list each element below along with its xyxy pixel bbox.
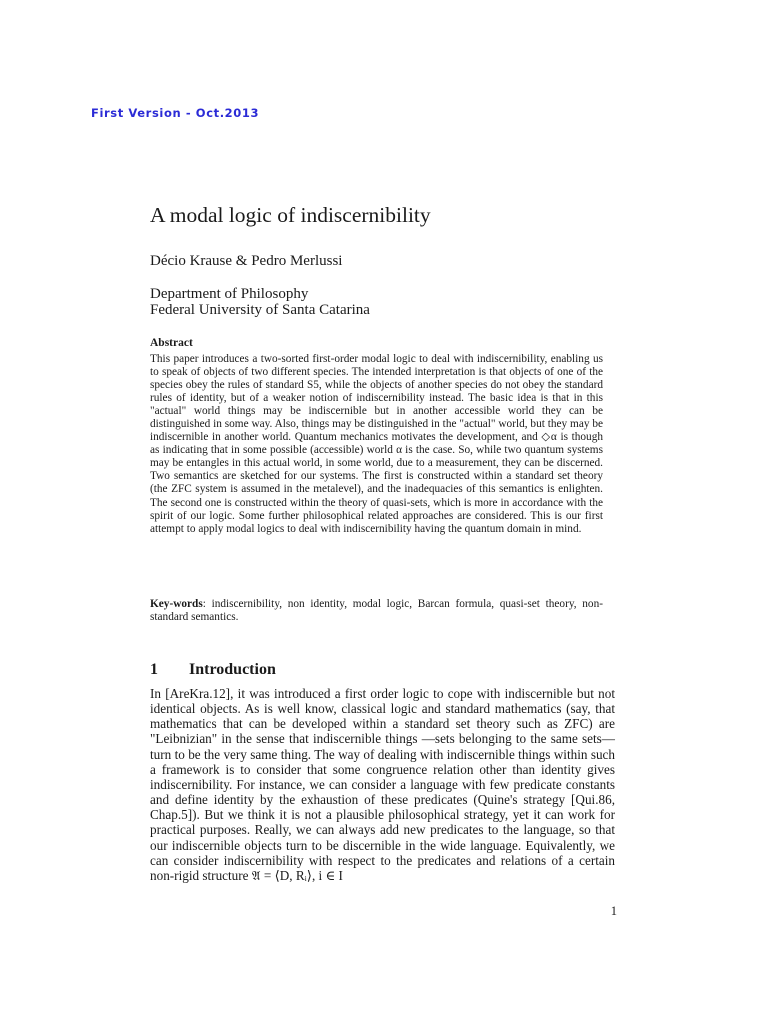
section-number: 1: [150, 661, 158, 678]
affiliation-department: Department of Philosophy: [150, 286, 309, 302]
page-number: 1: [610, 904, 617, 918]
section-heading: [150, 661, 276, 679]
keywords-text: : indiscernibility, non identity, modal logic, Barcan formula, quasi-set theory, non-standard semantics.: [150, 598, 603, 624]
authors: Décio Krause & Pedro Merlussi: [150, 253, 343, 269]
section-body: In [AreKra.12], it was introduced a first order logic to cope with indiscernible but not identical objects. As is well know, classical logic and standard mathematics (say, that mathematics that can be developed within a standard set theory such as ZFC) are "Leibnizian" in the sense that indiscernible things —sets belonging to the same sets— turn to be the very same thing. The way of dealing with indiscernible things within such a framework is to consider that some congruence relation other than identity gives indiscernibility. For instance, we can consider a language with few predicate constants and define identity by the exhaustion of these predicates (Quine's strategy [Qui.86, Chap.5]). But we think it is not a plausible philosophical strategy, yet it can work for practical purposes. Really, we can always add new predicates to the language, so that our indiscernible objects turn to be discernible in the wide language. Equivalently, we can consider indiscernibility with respect to the predicates and relations of a certain non-rigid structure 𝔄 = ⟨D, Rᵢ⟩, i ∈ I: [150, 686, 615, 883]
affiliation: [150, 287, 370, 318]
keywords: [150, 598, 603, 624]
section-title: Introduction: [189, 661, 276, 678]
paper-title: A modal logic of indiscernibility: [150, 203, 431, 227]
abstract-text: This paper introduces a two-sorted first-order modal logic to deal with indiscernibility, enabling us to speak of objects of two different species. The intended interpretation is that objects of one of the species obey the rules of standard S5, while the objects of another species do not obey the standard rules of identity, but of a weaker notion of indiscernibility instead. The basic idea is that in this "actual" world things may be indiscernible but in another accessible world they can be distinguished in some way. Also, things may be distinguished in the "actual" world, but they may be indiscernible in another world. Quantum mechanics motivates the development, and ◇α is though as indicating that in some possible (accessible) world α is the case. So, while two quantum systems may be entangles in this actual world, in some world, due to a measurement, they can be discerned. Two semantics are sketched for our systems. The first is constructed within a standard set theory (the ZFC system is assumed in the metalevel), and the inadequacies of this semantics is enlighten. The second one is constructed within the theory of quasi-sets, which is more in accordance with the spirit of our logic. Some further philosophical related approaches are considered. This is our first attempt to apply modal logics to deal with indiscernibility having the quantum domain in mind.: [150, 353, 603, 535]
version-label: First Version - Oct.2013: [91, 106, 260, 120]
affiliation-university: Federal University of Santa Catarina: [150, 301, 370, 318]
keywords-label: Key-words: [150, 598, 203, 610]
abstract-heading: Abstract: [150, 337, 193, 349]
